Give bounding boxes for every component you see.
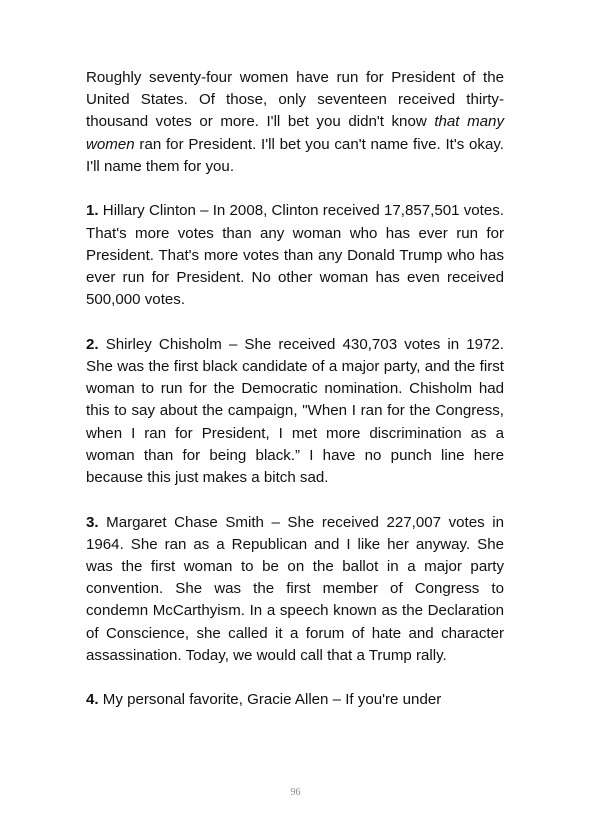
page-number: 96	[290, 787, 301, 798]
entry-1-paragraph	[86, 200, 504, 311]
entry-4-paragraph	[86, 689, 504, 711]
intro-italic-phrase: that many women	[86, 113, 504, 153]
entry-3-number: 3.	[86, 513, 99, 531]
entry-1-number: 1.	[86, 202, 99, 220]
entry-1-text: Hillary Clinton – In 2008, Clinton received 17,857,501 votes. That's more votes than any woman who has ever run for President. That's more votes than any Donald Trump who has ever run for President. No other woman has even received 500,000 votes.	[86, 202, 504, 309]
intro-text-start: Roughly seventy-four women have run for President of the United States. Of those, only seventeen received thirty-thousand votes or more. I'll bet you didn't know	[86, 69, 504, 131]
entry-4-number: 4.	[86, 691, 99, 709]
entry-2-text: Shirley Chisholm – She received 430,703 votes in 1972. She was the first black candidate of a major party, and the first woman to run for the Democratic nomination. Chisholm had this to say about the campaign, "When I ran for the Congress, when I ran for President, I met more discrimination as a woman than for being black.” I have no punch line here because this just makes a bitch sad.	[86, 335, 504, 487]
entry-4-text: My personal favorite, Gracie Allen – If you're under	[98, 691, 442, 709]
page-body	[86, 67, 504, 712]
entry-3-paragraph	[86, 512, 504, 667]
entry-3-text: Margaret Chase Smith – She received 227,007 votes in 1964. She ran as a Republican and I like her anyway. She was the first woman to be on the ballot in a major party convention. She was the first member of Congress to condemn McCarthyism. In a speech known as the Declaration of Conscience, she called it a forum of hate and character assassination. Today, we would call that a Trump rally.	[86, 513, 504, 664]
intro-paragraph	[86, 67, 504, 178]
intro-text-end: ran for President. I'll bet you can't name five. It's okay. I'll name them for you.	[86, 135, 504, 175]
entry-2-paragraph	[86, 334, 504, 489]
entry-2-number: 2.	[86, 335, 99, 353]
